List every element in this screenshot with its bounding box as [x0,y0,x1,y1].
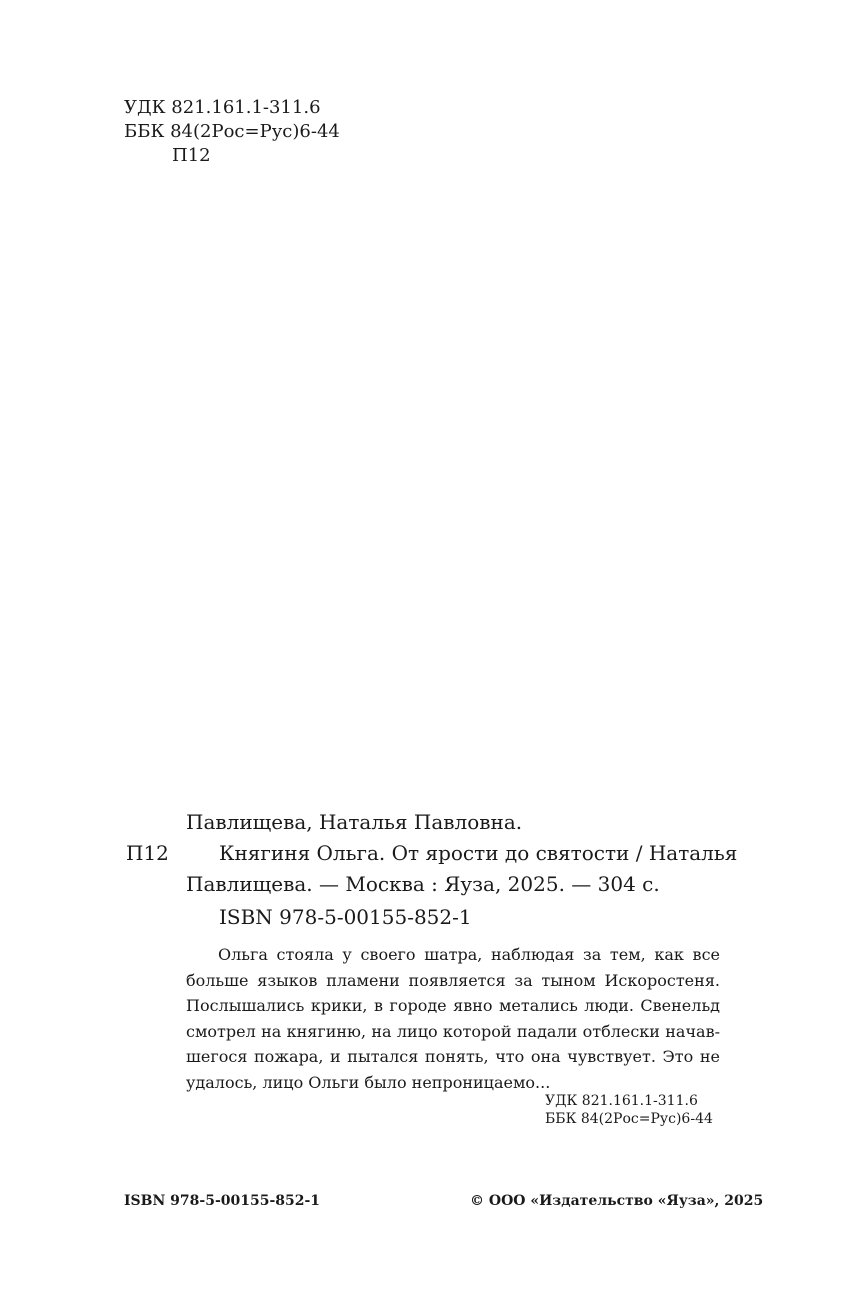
footer-isbn: ISBN 978-5-00155-852-1 [124,1193,321,1209]
annotation-line: удалось, лицо Ольги было непроницаемо... [186,1072,551,1092]
bbk-code: ББК 84(2Рос=Рус)6-44 [124,121,340,142]
udk-code: УДК 821.161.1-311.6 [545,1093,698,1109]
entry-author-mark: П12 [126,841,169,865]
footer-copyright: © ООО «Издательство «Яуза», 2025 [470,1193,764,1209]
annotation-paragraph [186,942,720,1095]
top-classification-block [124,96,340,168]
bbk-code: ББК 84(2Рос=Рус)6-44 [545,1111,713,1127]
entry-isbn: ISBN 978-5-00155-852-1 [219,905,472,929]
entry-title-line-1: Княгиня Ольга. От ярости до святости / Наталья [219,841,738,865]
annotation-line: Ольга стояла у своего шатра, наблюдая за тем, как все [218,945,720,964]
annotation-line: Послышались крики, в городе явно метались люди. Свенельд [186,996,720,1015]
author-mark: П12 [172,145,211,166]
annotation-line: шегося пожара, и пытался понять, что она чувствует. Это не [186,1047,720,1066]
bottom-classification-block [545,1092,713,1128]
udk-code: УДК 821.161.1-311.6 [124,97,321,118]
entry-title-line-2: Павлищева. — Москва : Яуза, 2025. — 304 с. [186,872,660,896]
annotation-line: смотрел на княгиню, на лицо которой падали отблески начав- [186,1021,720,1041]
annotation-line: больше языков пламени появляется за тыном Искоростеня. [186,970,720,990]
entry-author: Павлищева, Наталья Павловна. [186,810,523,834]
